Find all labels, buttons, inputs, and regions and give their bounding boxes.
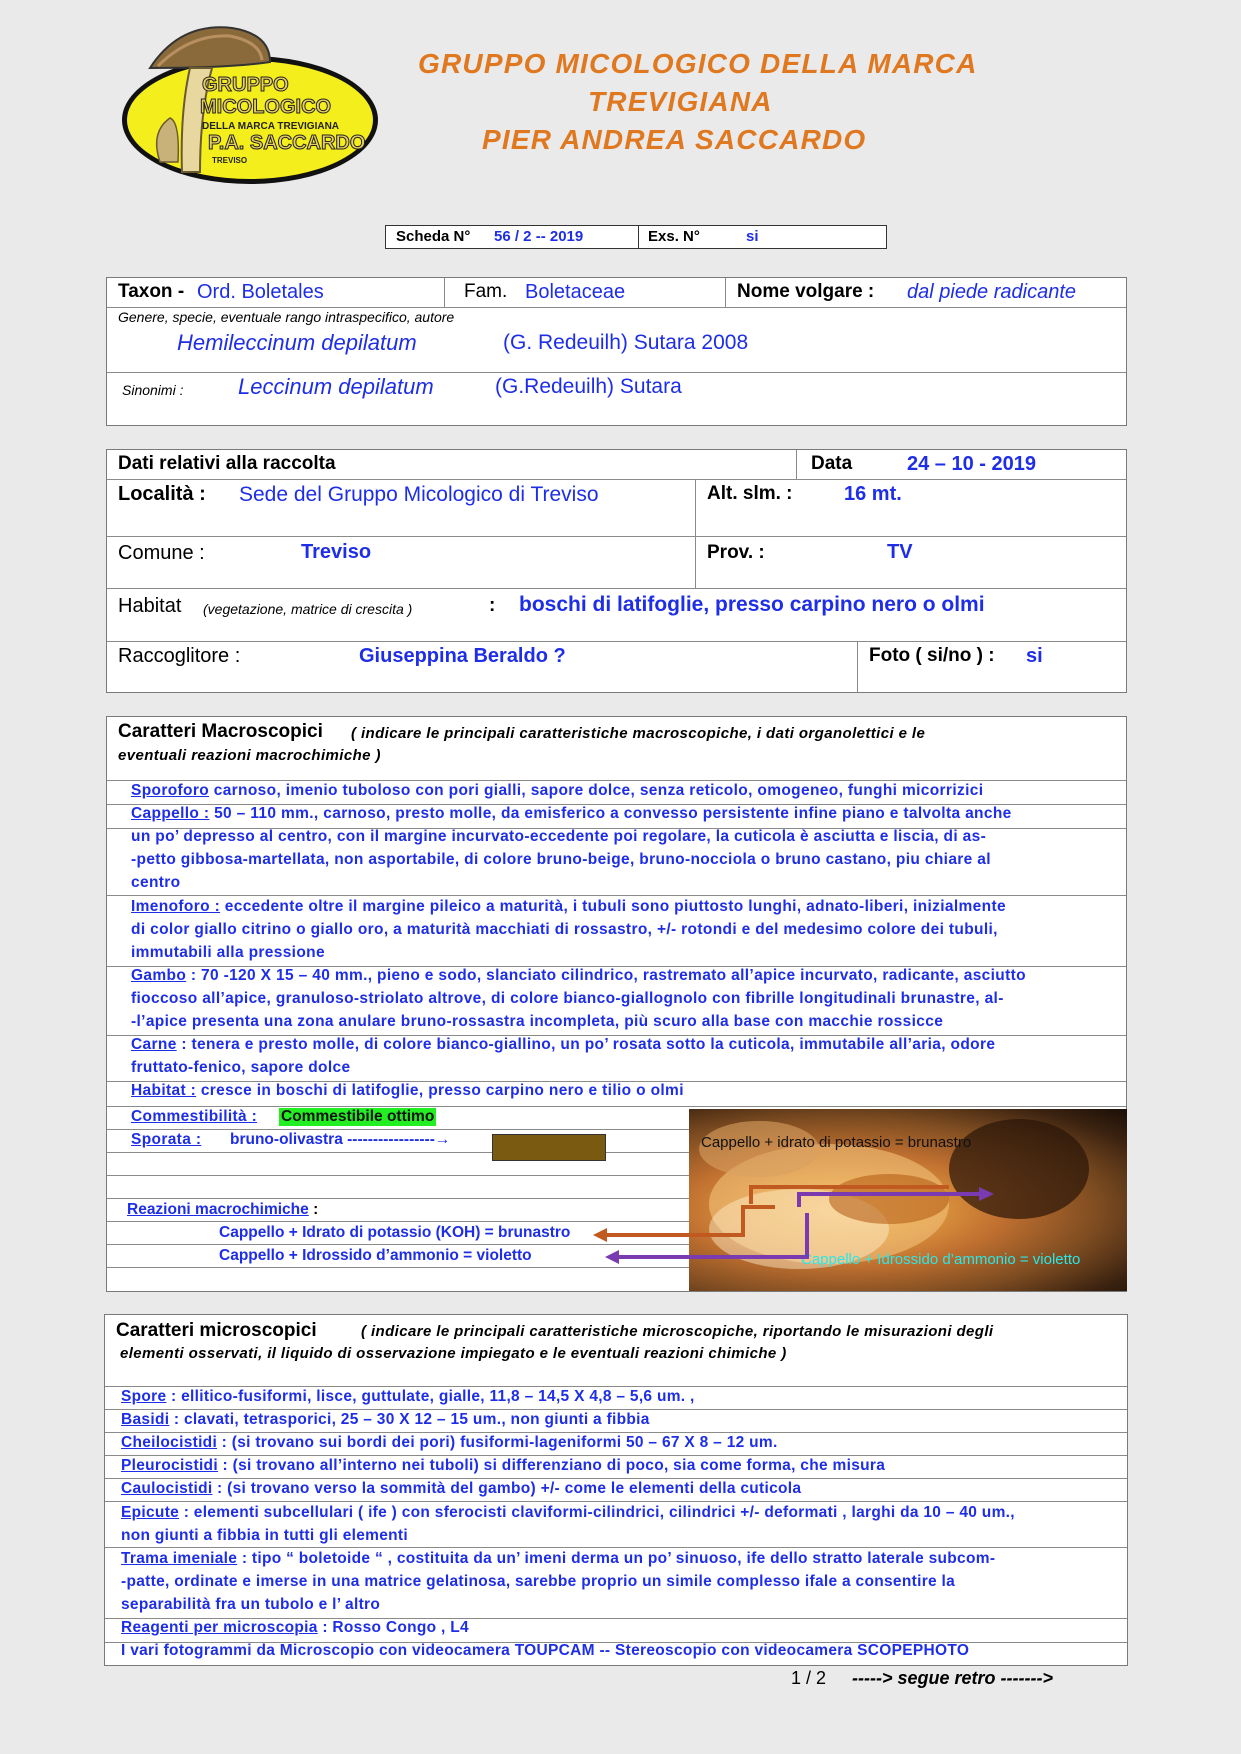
macroscopic-box bbox=[106, 716, 1127, 1292]
common-name-label: Nome volgare : bbox=[737, 281, 875, 302]
comune-value: Treviso bbox=[301, 541, 372, 563]
taxon-order: Ord. Boletales bbox=[197, 281, 324, 303]
habitat-note: (vegetazione, matrice di crescita ) bbox=[203, 601, 413, 617]
micro-line-key: Cheilocistidi bbox=[121, 1434, 218, 1452]
collection-box bbox=[106, 449, 1127, 693]
synonym-name: Leccinum depilatum bbox=[238, 374, 434, 399]
taxon-label: Taxon - bbox=[118, 281, 185, 302]
macro-line-text: fioccoso all’apice, granuloso-striolato altrove, di colore bianco-giallognolo con fibrille longitudinali brunastre, al- bbox=[131, 989, 1004, 1007]
habitat-value: boschi di latifoglie, presso carpino nero o olmi bbox=[519, 593, 985, 616]
micro-line bbox=[121, 1388, 695, 1406]
exs-label: Exs. N° bbox=[648, 228, 700, 245]
photo-caption-koh: Cappello + idrato di potassio = brunastro bbox=[701, 1134, 972, 1151]
edibility-label: Commestibilità : bbox=[131, 1108, 258, 1125]
micro-line bbox=[121, 1480, 801, 1498]
altitude-label: Alt. slm. : bbox=[707, 483, 793, 504]
macro-line-text: cresce in boschi di latifoglie, presso carpino nero e tilio o olmi bbox=[196, 1082, 684, 1100]
micro-line-text: separabilità fra un tubolo e l’ altro bbox=[121, 1595, 381, 1613]
micro-line-key: Caulocistidi bbox=[121, 1480, 213, 1498]
macro-line-text: 50 – 110 mm., carnoso, presto molle, da emisferico a convesso persistente infine piano e talvolta anche bbox=[209, 805, 1012, 823]
micro-line bbox=[121, 1550, 995, 1568]
scheda-label: Scheda N° bbox=[396, 228, 471, 245]
genus-caption: Genere, specie, eventuale rango intraspecifico, autore bbox=[118, 309, 455, 325]
macro-line-text: di color giallo citrino o giallo oro, a maturità macchiati di rossastro, +/- rotondi e del medesimo colore dei tubuli, bbox=[131, 920, 998, 938]
macro-line-key: Gambo bbox=[131, 966, 187, 984]
microscopic-title: Caratteri microscopici bbox=[116, 1320, 317, 1341]
header-title-3: PIER ANDREA SACCARDO bbox=[482, 124, 867, 155]
macrochemical-label: Reazioni macrochimiche : bbox=[127, 1201, 319, 1218]
micro-line-key: Spore bbox=[121, 1388, 167, 1405]
macro-line-text: carnoso, imenio tuboloso con pori gialli, sapore dolce, senza reticolo, omogeneo, funghi micorrizici bbox=[209, 782, 984, 799]
province-value: TV bbox=[887, 541, 913, 563]
habitat-colon: : bbox=[489, 595, 496, 616]
micro-line-text: : (si trovano sui bordi dei pori) fusiformi-lageniformi 50 – 67 X 8 – 12 um. bbox=[217, 1434, 778, 1452]
altitude-value: 16 mt. bbox=[844, 483, 902, 505]
location-value: Sede del Gruppo Micologico di Treviso bbox=[239, 483, 599, 506]
macro-line bbox=[131, 1082, 684, 1100]
micro-line-key: Epicute bbox=[121, 1503, 180, 1521]
micro-line-text: : (si trovano verso la sommità del gambo) +/- come le elementi della cuticola bbox=[212, 1480, 802, 1498]
micro-line bbox=[121, 1504, 1015, 1522]
macro-line bbox=[131, 898, 1006, 916]
macro-line bbox=[131, 967, 1026, 985]
macroscopic-note-2: eventuali reazioni macrochimiche ) bbox=[118, 747, 381, 764]
macro-line-key: Cappello : bbox=[131, 805, 210, 823]
macro-line-text: -l’apice presenta una zona anulare bruno-rossastra incompleta, più scuro alla base con macchie rossicce bbox=[131, 1013, 944, 1030]
photo-value: si bbox=[1026, 645, 1043, 667]
macro-line-text: centro bbox=[131, 874, 181, 892]
spore-print-value: bruno-olivastra -----------------→ bbox=[230, 1131, 451, 1148]
habitat-label: Habitat bbox=[118, 595, 182, 617]
spore-print-label: Sporata : bbox=[131, 1131, 202, 1148]
macro-line bbox=[131, 1059, 350, 1077]
macro-line-text: : 70 -120 X 15 – 40 mm., pieno e sodo, slanciato cilindrico, rastremato all’apice incurvato, radicante, asciutto bbox=[186, 966, 1026, 984]
macro-line bbox=[131, 828, 986, 846]
macro-line-key: Carne bbox=[131, 1036, 177, 1054]
micro-line-text: : clavati, tetrasporici, 25 – 30 X 12 – 15 um., non giunti a fibbia bbox=[169, 1411, 650, 1429]
family-label: Fam. bbox=[464, 281, 508, 302]
logo-text-4: P.A. SACCARDO bbox=[208, 132, 366, 154]
date-value: 24 – 10 - 2019 bbox=[907, 453, 1036, 475]
family-value: Boletaceae bbox=[525, 281, 626, 303]
logo-text-1: GRUPPO bbox=[202, 74, 289, 96]
spore-print-color-swatch bbox=[492, 1134, 606, 1161]
macro-line-text: eccedente oltre il margine pileico a maturità, i tubuli sono piuttosto lunghi, adnato-liberi, inizialmente bbox=[220, 897, 1006, 915]
collection-title: Dati relativi alla raccolta bbox=[118, 453, 336, 474]
micro-line bbox=[121, 1573, 955, 1591]
logo-text-5: TREVISO bbox=[212, 156, 248, 165]
collector-value: Giuseppina Beraldo ? bbox=[359, 645, 566, 667]
micro-line bbox=[121, 1596, 380, 1614]
common-name-value: dal piede radicante bbox=[907, 281, 1077, 303]
edibility-value: Commestibile ottimo bbox=[281, 1108, 435, 1125]
microscopic-note-1: ( indicare le principali caratteristiche microscopiche, riportando le misurazioni degli bbox=[361, 1323, 994, 1340]
scheda-number: 56 / 2 -- 2019 bbox=[494, 228, 584, 245]
micro-line-text: : (si trovano all’interno nei tuboli) si differenziano di poco, sia come forma, che misura bbox=[217, 1457, 886, 1475]
comune-label: Comune : bbox=[118, 542, 205, 564]
reaction-koh: Cappello + Idrato di potassio (KOH) = brunastro bbox=[219, 1224, 571, 1241]
species-name: Hemileccinum depilatum bbox=[177, 330, 417, 355]
micro-line bbox=[121, 1457, 885, 1475]
macroscopic-title: Caratteri Macroscopici bbox=[118, 721, 323, 742]
macro-line bbox=[131, 874, 180, 892]
micro-line-key: Basidi bbox=[121, 1411, 170, 1429]
micro-line-key: Reagenti per microscopia bbox=[121, 1619, 318, 1636]
micro-line bbox=[121, 1619, 469, 1637]
logo bbox=[120, 22, 380, 190]
macro-line-text: un po’ depresso al centro, con il margine incurvato-eccedente poi regolare, la cuticola è asciutta e liscia, di as- bbox=[131, 828, 987, 846]
logo-text-2: MICOLOGICO bbox=[200, 96, 332, 118]
collector-label: Raccoglitore : bbox=[118, 645, 241, 667]
micro-line-text: : Rosso Congo , L4 bbox=[317, 1619, 469, 1636]
micro-line-key: Trama imeniale bbox=[121, 1549, 238, 1567]
species-author: (G. Redeuilh) Sutara 2008 bbox=[503, 331, 749, 354]
micro-line-text: : tipo “ boletoide “ , costituita da un’ imeni derma un po’ sinuoso, ife dello stratto laterale subcom- bbox=[237, 1549, 996, 1567]
macro-line-key: Imenoforo : bbox=[131, 897, 221, 915]
micro-line-text: : elementi subcellulari ( ife ) con sferocisti claviformi-cilindrici, cilindrici +/- deformati , larghi da 10 – 40 um., bbox=[179, 1503, 1015, 1521]
micro-line bbox=[121, 1411, 650, 1429]
photo-label: Foto ( si/no ) : bbox=[869, 645, 995, 666]
macro-line bbox=[131, 782, 983, 800]
scheda-box bbox=[385, 225, 887, 249]
reaction-arrows bbox=[585, 1205, 1085, 1265]
macro-line bbox=[131, 1013, 943, 1031]
macro-line-text: immutabili alla pressione bbox=[131, 943, 325, 961]
macro-line bbox=[131, 990, 1004, 1008]
province-label: Prov. : bbox=[707, 542, 765, 563]
logo-text-3: DELLA MARCA TREVIGIANA bbox=[202, 121, 340, 132]
synonym-author: (G.Redeuilh) Sutara bbox=[495, 375, 682, 398]
macro-line bbox=[131, 805, 1012, 823]
photo-caption-ammonia: Cappello + Idrossido d’ammonio = violetto bbox=[801, 1251, 1081, 1268]
micro-line-text: I vari fotogrammi da Microscopio con videocamera TOUPCAM -- Stereoscopio con videocamera SCOPEPHOTO bbox=[121, 1642, 970, 1660]
macro-line-key: Habitat : bbox=[131, 1082, 197, 1100]
header-title-2: TREVIGIANA bbox=[588, 86, 773, 117]
micro-line-text: non giunti a fibbia in tutti gli elementi bbox=[121, 1526, 408, 1544]
macro-line-text: -petto gibbosa-martellata, non asportabile, di colore bruno-beige, bruno-nocciola o bruno castano, piu chiare al bbox=[131, 851, 991, 869]
macro-line bbox=[131, 1036, 995, 1054]
micro-line bbox=[121, 1434, 778, 1452]
macro-line-text: fruttato-fenico, sapore dolce bbox=[131, 1059, 351, 1077]
macroscopic-note-1: ( indicare le principali caratteristiche macroscopiche, i dati organolettici e le bbox=[351, 725, 926, 742]
macro-line bbox=[131, 851, 991, 869]
continue-note: -----> segue retro -------> bbox=[852, 1668, 1053, 1688]
microscopic-note-2: elementi osservati, il liquido di osservazione impiegato e le eventuali reazioni chimiche ) bbox=[120, 1345, 787, 1362]
exs-value: si bbox=[746, 228, 759, 245]
microscopic-box bbox=[104, 1314, 1128, 1666]
macro-line-text: : tenera e presto molle, di colore bianco-giallino, un po’ rosata sotto la cuticola, immutabile all’aria, odore bbox=[176, 1036, 996, 1054]
micro-line-text: -patte, ordinate e imerse in una matrice gelatinosa, sarebbe proprio un simile complesso ifale a consentire la bbox=[121, 1572, 956, 1590]
micro-line-key: Pleurocistidi bbox=[121, 1457, 218, 1475]
macro-line bbox=[131, 944, 325, 962]
macro-line bbox=[131, 921, 998, 939]
micro-line bbox=[121, 1527, 408, 1545]
macro-line-key: Sporoforo bbox=[131, 782, 210, 799]
header-title-1: GRUPPO MICOLOGICO DELLA MARCA bbox=[418, 48, 978, 79]
reaction-ammonia: Cappello + Idrossido d’ammonio = violetto bbox=[219, 1247, 532, 1264]
micro-line-text: : ellitico-fusiformi, lisce, guttulate, gialle, 11,8 – 14,5 X 4,8 – 5,6 um. , bbox=[166, 1388, 695, 1405]
page-number: 1 / 2 bbox=[791, 1668, 827, 1688]
taxon-box bbox=[106, 277, 1127, 426]
date-label: Data bbox=[811, 453, 853, 474]
synonym-label: Sinonimi : bbox=[122, 382, 184, 398]
micro-line bbox=[121, 1642, 969, 1660]
location-label: Località : bbox=[118, 483, 206, 505]
